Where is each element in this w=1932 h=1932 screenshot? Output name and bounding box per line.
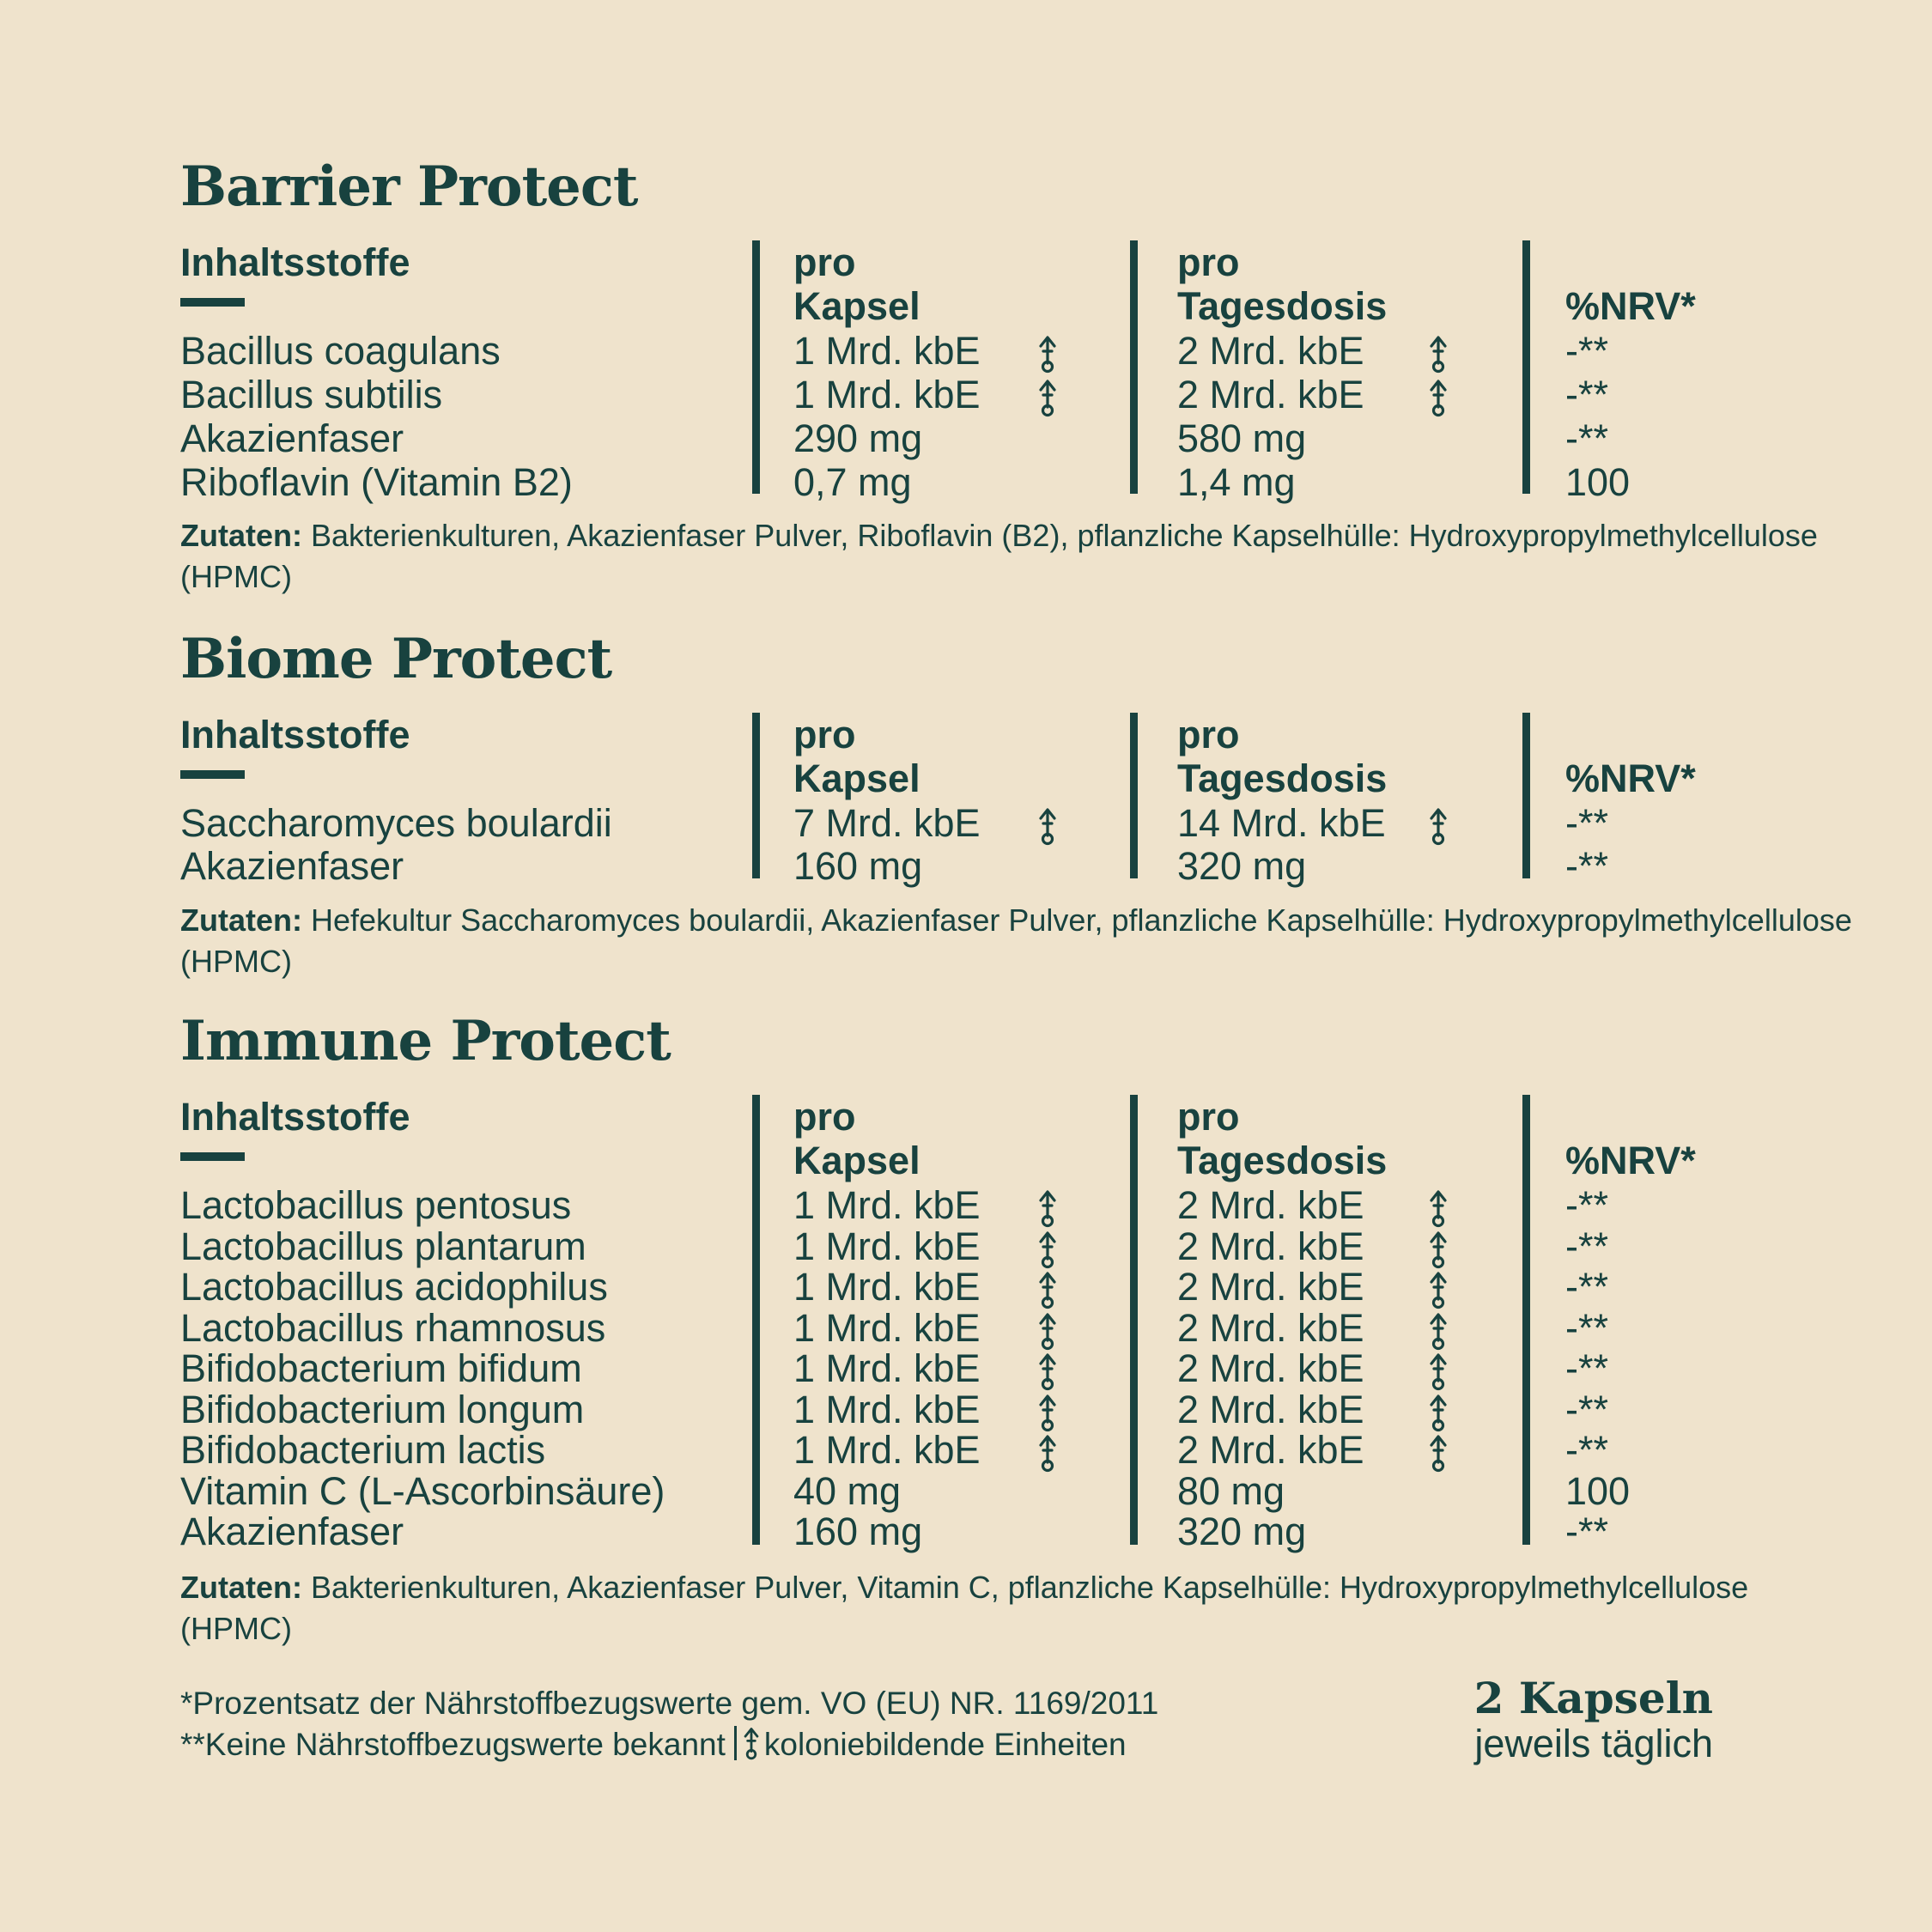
- cfu-icon: [1037, 1270, 1058, 1309]
- cfu-icon: [1037, 1230, 1058, 1269]
- amount-per-day: 80 mg: [1177, 1468, 1285, 1513]
- amount-per-capsule: 1 Mrd. kbE: [793, 1305, 981, 1350]
- header-per-capsule: pro Kapsel: [793, 713, 920, 800]
- cfu-icon: [1037, 1311, 1058, 1351]
- dosage-amount: 2 Kapseln: [1473, 1673, 1713, 1723]
- amount-per-capsule: 1 Mrd. kbE: [793, 373, 981, 416]
- column-divider: [752, 1095, 760, 1545]
- nrv-value: 100: [1565, 460, 1631, 504]
- cfu-icon: [1037, 1352, 1058, 1391]
- header-per-day: pro Tagesdosis: [1177, 713, 1388, 800]
- header-ingredients: Inhaltsstoffe: [180, 713, 410, 756]
- column-divider: [752, 713, 760, 878]
- cfu-icon: [742, 1726, 761, 1760]
- column-divider: [1130, 240, 1138, 494]
- amount-per-day: 1,4 mg: [1177, 460, 1296, 504]
- amount-per-capsule: 160 mg: [793, 1510, 923, 1553]
- header-nrv: %NRV*: [1565, 1139, 1696, 1182]
- amount-per-capsule: 7 Mrd. kbE: [793, 801, 981, 845]
- amount-per-capsule: 1 Mrd. kbE: [793, 329, 981, 373]
- nrv-value: -**: [1565, 1387, 1609, 1431]
- amount-per-capsule: 1 Mrd. kbE: [793, 1183, 981, 1227]
- amount-per-capsule: 1 Mrd. kbE: [793, 1346, 981, 1390]
- amount-per-capsule: 1 Mrd. kbE: [793, 1387, 981, 1431]
- cfu-icon: [1037, 806, 1058, 846]
- amount-per-capsule: 160 mg: [793, 844, 923, 888]
- nrv-value: -**: [1565, 1183, 1609, 1227]
- cfu-icon: [1428, 1393, 1449, 1432]
- nrv-value: -**: [1565, 844, 1609, 888]
- dosage-frequency: jeweils täglich: [1474, 1722, 1713, 1765]
- ingredient-name: Bacillus subtilis: [180, 373, 443, 416]
- section-title: Barrier Protect: [180, 155, 638, 219]
- ingredients-list: Zutaten: Bakterienkulturen, Akazienfaser Pulver, Vitamin C, pflanzliche Kapselhülle: Hydroxypropylmethylcellulose (HPMC): [180, 1570, 1749, 1646]
- ingredient-name: Akazienfaser: [180, 844, 404, 888]
- nrv-value: -**: [1565, 1428, 1609, 1472]
- amount-per-day: 2 Mrd. kbE: [1177, 329, 1364, 373]
- cfu-icon: [1037, 334, 1058, 374]
- column-divider: [752, 240, 760, 494]
- column-divider: [1130, 713, 1138, 878]
- nrv-value: -**: [1565, 1224, 1609, 1268]
- amount-per-day: 580 mg: [1177, 416, 1307, 460]
- ingredient-name: Lactobacillus plantarum: [180, 1224, 586, 1268]
- cfu-icon: [1037, 378, 1058, 417]
- nrv-value: -**: [1565, 329, 1609, 373]
- nrv-value: 100: [1565, 1468, 1631, 1513]
- header-dash: [180, 770, 245, 779]
- amount-per-day: 2 Mrd. kbE: [1177, 1265, 1364, 1309]
- amount-per-day: 2 Mrd. kbE: [1177, 1346, 1364, 1390]
- nrv-value: -**: [1565, 1346, 1609, 1390]
- ingredient-name: Bacillus coagulans: [180, 329, 501, 373]
- header-dash: [180, 298, 245, 307]
- nrv-value: -**: [1565, 801, 1609, 845]
- amount-per-capsule: 0,7 mg: [793, 460, 912, 504]
- nrv-value: -**: [1565, 1305, 1609, 1350]
- ingredient-name: Saccharomyces boulardii: [180, 801, 612, 845]
- header-nrv: %NRV*: [1565, 284, 1696, 328]
- header-nrv: %NRV*: [1565, 756, 1696, 800]
- ingredient-name: Lactobacillus rhamnosus: [180, 1305, 606, 1350]
- column-divider: [1130, 1095, 1138, 1545]
- cfu-icon: [1037, 1188, 1058, 1228]
- cfu-icon: [1428, 1311, 1449, 1351]
- amount-per-capsule: 1 Mrd. kbE: [793, 1428, 981, 1472]
- amount-per-capsule: 1 Mrd. kbE: [793, 1265, 981, 1309]
- amount-per-day: 320 mg: [1177, 1510, 1307, 1553]
- ingredients-list: Zutaten: Hefekultur Saccharomyces boulardii, Akazienfaser Pulver, pflanzliche Kapselhülle: Hydroxypropylmethylcellulose (HPMC): [180, 902, 1852, 979]
- cfu-icon: [1428, 1270, 1449, 1309]
- amount-per-day: 2 Mrd. kbE: [1177, 1224, 1364, 1268]
- header-dash: [180, 1152, 245, 1161]
- column-divider: [1522, 713, 1530, 878]
- column-divider: [1522, 240, 1530, 494]
- header-ingredients: Inhaltsstoffe: [180, 240, 410, 284]
- ingredient-name: Akazienfaser: [180, 1510, 404, 1553]
- footnote-unknown: **Keine Nährstoffbezugswerte bekannt koloniebildende Einheiten: [180, 1727, 1127, 1762]
- ingredient-name: Vitamin C (L-Ascorbinsäure): [180, 1468, 665, 1513]
- cfu-icon: [1428, 378, 1449, 417]
- footnotes: [180, 1683, 1158, 1765]
- ingredient-name: Lactobacillus pentosus: [180, 1183, 572, 1227]
- cfu-icon: [1037, 1433, 1058, 1473]
- cfu-icon: [1037, 1393, 1058, 1432]
- ingredient-name: Riboflavin (Vitamin B2): [180, 460, 573, 504]
- header-per-day: pro Tagesdosis: [1177, 1095, 1388, 1182]
- footnote-nrv: *Prozentsatz der Nährstoffbezugswerte gem. VO (EU) NR. 1169/2011: [180, 1686, 1159, 1721]
- ingredient-name: Bifidobacterium longum: [180, 1387, 585, 1431]
- amount-per-day: 2 Mrd. kbE: [1177, 1305, 1364, 1350]
- dosage-info: [1474, 1674, 1713, 1765]
- cfu-icon: [1428, 806, 1449, 846]
- header-per-capsule: pro Kapsel: [793, 240, 920, 328]
- amount-per-capsule: 290 mg: [793, 416, 923, 460]
- amount-per-day: 2 Mrd. kbE: [1177, 373, 1364, 416]
- amount-per-day: 2 Mrd. kbE: [1177, 1428, 1364, 1472]
- header-per-day: pro Tagesdosis: [1177, 240, 1388, 328]
- column-divider: [1522, 1095, 1530, 1545]
- separator: [734, 1726, 737, 1760]
- amount-per-capsule: 40 mg: [793, 1468, 902, 1513]
- cfu-icon: [1428, 1230, 1449, 1269]
- cfu-icon: [1428, 1352, 1449, 1391]
- nrv-value: -**: [1565, 416, 1609, 460]
- ingredients-list: Zutaten: Bakterienkulturen, Akazienfaser Pulver, Riboflavin (B2), pflanzliche Kapselhülle: Hydroxypropylmethylcellulose (HPMC): [180, 518, 1818, 594]
- ingredient-name: Bifidobacterium bifidum: [180, 1346, 582, 1390]
- header-ingredients: Inhaltsstoffe: [180, 1095, 410, 1139]
- amount-per-day: 14 Mrd. kbE: [1177, 801, 1386, 845]
- amount-per-day: 2 Mrd. kbE: [1177, 1183, 1364, 1227]
- amount-per-day: 320 mg: [1177, 844, 1307, 888]
- cfu-icon: [1428, 1433, 1449, 1473]
- nrv-value: -**: [1565, 373, 1609, 416]
- nrv-value: -**: [1565, 1510, 1609, 1553]
- header-per-capsule: pro Kapsel: [793, 1095, 920, 1182]
- amount-per-capsule: 1 Mrd. kbE: [793, 1224, 981, 1268]
- section-title: Biome Protect: [180, 627, 612, 691]
- amount-per-day: 2 Mrd. kbE: [1177, 1387, 1364, 1431]
- cfu-icon: [1428, 1188, 1449, 1228]
- section-title: Immune Protect: [180, 1009, 671, 1073]
- ingredient-name: Bifidobacterium lactis: [180, 1428, 546, 1472]
- ingredient-name: Lactobacillus acidophilus: [180, 1265, 608, 1309]
- ingredient-name: Akazienfaser: [180, 416, 404, 460]
- nrv-value: -**: [1565, 1265, 1609, 1309]
- cfu-icon: [1428, 334, 1449, 374]
